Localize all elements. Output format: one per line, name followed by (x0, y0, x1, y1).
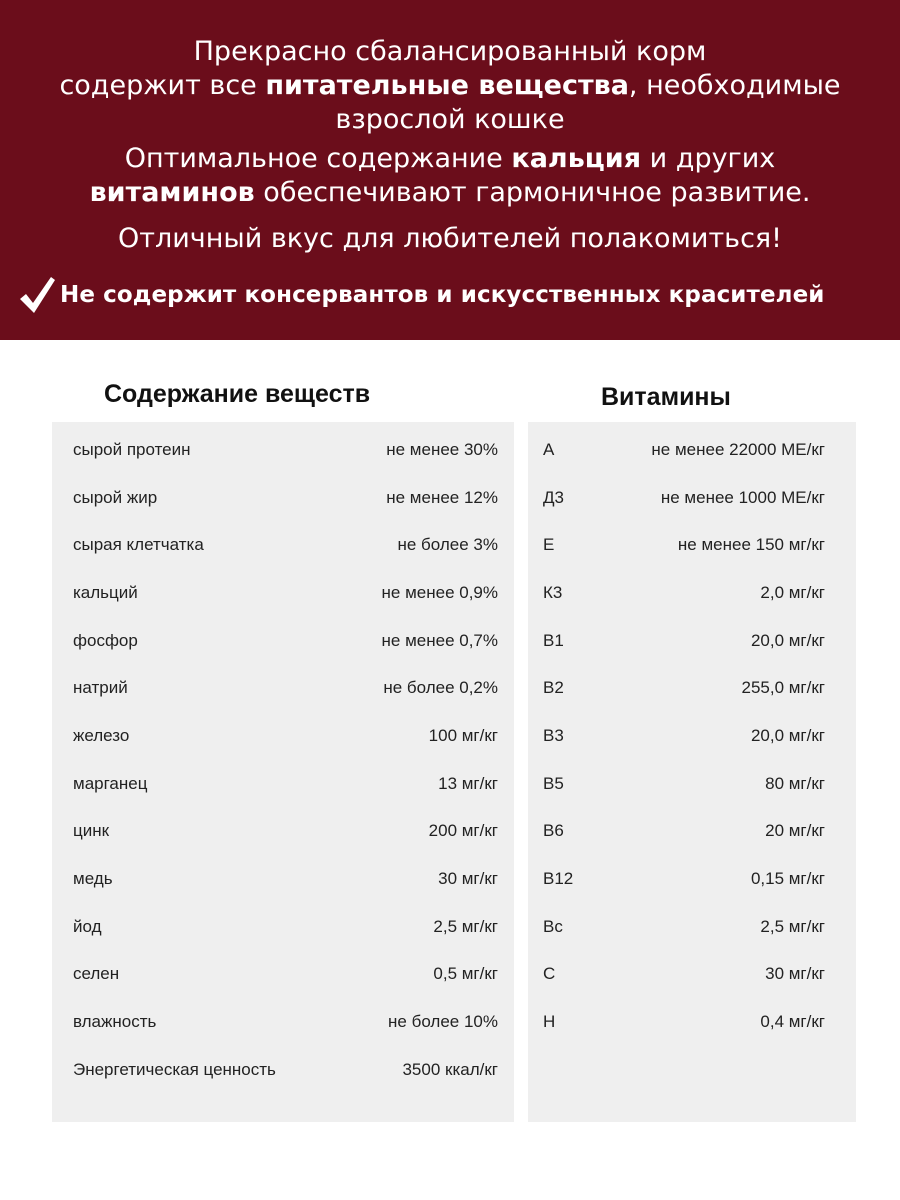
table-row (52, 474, 514, 522)
row-label: С (543, 964, 556, 984)
nutrients-table (52, 422, 514, 1122)
row-value: 2,5 мг/кг (760, 916, 825, 936)
banner-text: Оптимальное содержание (124, 143, 512, 174)
table-row (528, 474, 856, 522)
row-value: 30 мг/кг (438, 869, 498, 889)
table-row (52, 712, 514, 760)
row-label: сырой протеин (73, 439, 191, 459)
table-row (52, 855, 514, 903)
banner-paragraph-nutrients (0, 35, 900, 137)
row-value: 80 мг/кг (765, 773, 825, 793)
row-value: 255,0 мг/кг (741, 678, 825, 698)
row-value: 20,0 мг/кг (750, 630, 825, 650)
row-value: не менее 12% (386, 487, 498, 507)
banner-line: Прекрасно сбалансированный корм (193, 36, 707, 67)
row-label: цинк (73, 821, 110, 841)
table-row (528, 712, 856, 760)
row-value: не менее 0,7% (381, 630, 498, 650)
row-value: не менее 150 мг/кг (677, 535, 825, 555)
row-value: 30 мг/кг (765, 964, 825, 984)
banner-bold-text: витаминов (89, 177, 255, 208)
row-label: сырой жир (73, 487, 158, 507)
table-row (528, 664, 856, 712)
row-label: влажность (73, 1012, 157, 1032)
nutrients-rows (52, 422, 514, 1094)
row-label: натрий (73, 678, 128, 698)
checkmark-icon (18, 275, 56, 315)
row-value: 2,0 мг/кг (760, 582, 825, 602)
banner-line (0, 69, 900, 103)
banner-bold-text: питательные вещества (265, 70, 629, 101)
banner-bold-text: кальция (511, 143, 642, 174)
row-value: 20,0 мг/кг (750, 725, 825, 745)
row-label: В12 (543, 869, 574, 889)
row-value: 0,4 мг/кг (760, 1012, 825, 1032)
row-label: сырая клетчатка (73, 535, 204, 555)
row-value: 100 мг/кг (428, 725, 498, 745)
row-value: не менее 0,9% (381, 582, 498, 602)
table-row (52, 664, 514, 712)
row-value: не более 10% (388, 1012, 498, 1032)
row-label: йод (73, 916, 102, 936)
table-row (52, 521, 514, 569)
banner-text: обеспечивают гармоничное развитие. (254, 177, 811, 208)
table-row (528, 760, 856, 808)
table-row (528, 951, 856, 999)
banner-line: взрослой кошке (335, 104, 565, 135)
no-preservatives-text: Не содержит консервантов и искусственных красителей (60, 282, 825, 308)
table-row (528, 617, 856, 665)
no-preservatives-claim (18, 273, 888, 317)
table-row (52, 951, 514, 999)
row-value: 200 мг/кг (428, 821, 498, 841)
row-label: В2 (543, 678, 564, 698)
row-label: А (543, 439, 555, 459)
table-row (52, 998, 514, 1046)
table-row (52, 1046, 514, 1094)
table-row (52, 903, 514, 951)
table-row (528, 521, 856, 569)
row-label: Энергетическая ценность (73, 1059, 276, 1079)
table-row (52, 569, 514, 617)
vitamins-table (528, 422, 856, 1122)
row-value: 0,15 мг/кг (750, 869, 825, 889)
row-value: 20 мг/кг (765, 821, 825, 841)
row-value: 2,5 мг/кг (433, 916, 498, 936)
row-label: К3 (543, 582, 563, 602)
row-value: не менее 1000 МЕ/кг (660, 487, 825, 507)
banner-paragraph-taste: Отличный вкус для любителей полакомиться! (117, 223, 782, 254)
row-label: В6 (543, 821, 564, 841)
table-row (528, 903, 856, 951)
banner-paragraph-calcium (0, 142, 900, 210)
banner-text: , необходимые (628, 70, 841, 101)
table-row (528, 998, 856, 1046)
row-value: 13 мг/кг (438, 773, 498, 793)
row-label: марганец (73, 773, 148, 793)
banner-line (0, 176, 900, 210)
promo-banner (0, 0, 900, 340)
row-label: железо (73, 725, 130, 745)
row-label: В1 (543, 630, 564, 650)
row-label: Е (543, 535, 555, 555)
row-label: селен (73, 964, 120, 984)
row-label: Вс (543, 916, 563, 936)
table-row (52, 808, 514, 856)
table-row (528, 426, 856, 474)
banner-text: и других (641, 143, 776, 174)
row-value: не более 3% (397, 535, 498, 555)
vitamins-rows (528, 422, 856, 1046)
row-label: В3 (543, 725, 564, 745)
row-value: не менее 30% (386, 439, 498, 459)
banner-text: содержит все (59, 70, 266, 101)
row-label: В5 (543, 773, 564, 793)
row-label: Н (543, 1012, 556, 1032)
row-value: не менее 22000 МЕ/кг (651, 439, 825, 459)
table-row (528, 569, 856, 617)
table-row (52, 426, 514, 474)
row-label: медь (73, 869, 113, 889)
row-value: не более 0,2% (383, 678, 498, 698)
table-row (52, 617, 514, 665)
table-row (528, 808, 856, 856)
row-value: 0,5 мг/кг (433, 964, 498, 984)
banner-line (0, 142, 900, 176)
table-row (52, 760, 514, 808)
row-label: кальций (73, 582, 138, 602)
table-row (528, 855, 856, 903)
row-value: 3500 ккал/кг (402, 1059, 498, 1079)
row-label: Д3 (543, 487, 564, 507)
row-label: фосфор (73, 630, 138, 650)
nutrients-title: Содержание веществ (104, 380, 371, 408)
vitamins-title: Витамины (601, 383, 731, 411)
